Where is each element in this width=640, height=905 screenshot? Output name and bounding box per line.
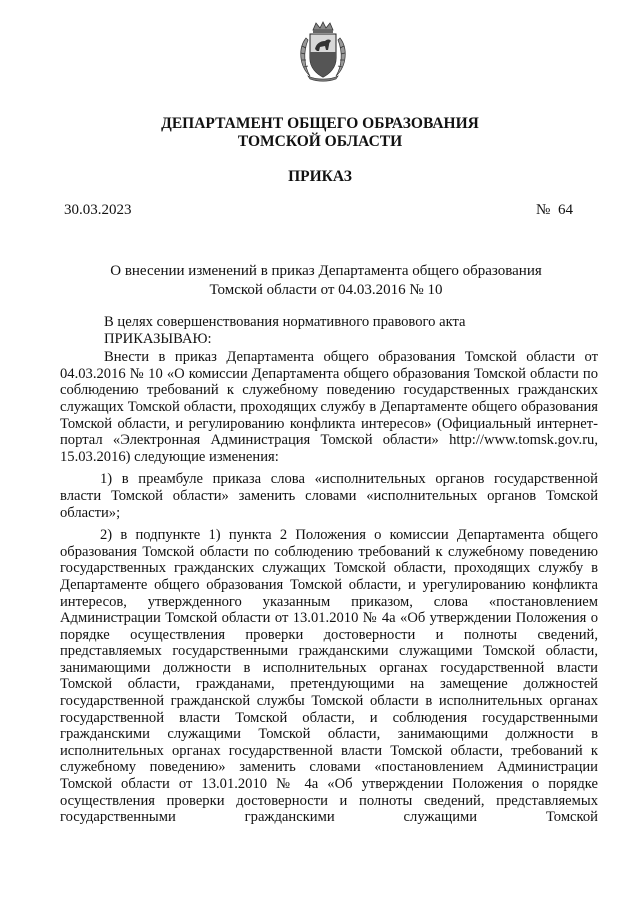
department-title-line2: ТОМСКОЙ ОБЛАСТИ bbox=[237, 133, 403, 150]
order-subject bbox=[60, 262, 592, 299]
document-type: ПРИКАЗ bbox=[288, 168, 352, 185]
purpose-paragraph: В целях совершенствования нормативного правового акта bbox=[104, 314, 466, 330]
coat-of-arms-icon bbox=[296, 20, 350, 82]
item1-paragraph: 1) в преамбуле приказа слова «исполнительных органов государственной власти Томской области» заменить словами «исполнительных органов Томской области»; bbox=[60, 471, 598, 521]
department-title-line1: ДЕПАРТАМЕНТ ОБЩЕГО ОБРАЗОВАНИЯ bbox=[161, 115, 479, 132]
subject-line2: Томской области от 04.03.2016 № 10 bbox=[209, 281, 443, 298]
intro-paragraph: Внести в приказ Департамента общего образования Томской области от 04.03.2016 № 10 «О комиссии Департамента общего образования Томской области по соблюдению требований к служебному поведению государственных гражданских служащих Томской области, проходящих службу в Департаменте общего образования Томской области, и регулированию конфликта интересов» (Официальный интернет-портал «Электронная Администрация Томской области» http://www.tomsk.gov.ru, 15.03.2016) следующие изменения: bbox=[60, 349, 598, 465]
subject-line1: О внесении изменений в приказ Департамента общего образования bbox=[110, 263, 542, 279]
order-body bbox=[60, 314, 598, 826]
item2-paragraph: 2) в подпункте 1) пункта 2 Положения о комиссии Департамента общего образования Томской области по соблюдению требований к служебному поведению государственных гражданских служащих Томской области, проходящих службу в Департаменте общего образования Томской области, и урегулированию конфликта интересов, утвержденного указанным приказом, слова «постановлением Администрации Томской области от 13.01.2010 № 4а «Об утверждении Положения о порядке осуществления проверки достоверности и полноты сведений, представляемых государственными гражданскими служащими Томской области, занимающими должности в исполнительных органах государственной власти Томской области, гражданами, претендующими на замещение должностей государственной гражданской службы Томской области в исполнительных органах государственной власти Томской области, и соблюдения государственными гражданскими служащими Томской области, занимающими должности в исполнительных органах государственной власти Томской области, требований к служебному поведению» заменить словами «постановлением Администрации Томской области от 13.01.2010 № 4а «Об утверждении Положения о порядке осуществления проверки достоверности и полноты сведений, представляемых государственными гражданскими служащими Томской bbox=[60, 527, 598, 826]
order-number: № 64 bbox=[536, 202, 574, 218]
order-word: ПРИКАЗЫВАЮ: bbox=[104, 330, 212, 347]
order-date: 30.03.2023 bbox=[64, 202, 132, 218]
